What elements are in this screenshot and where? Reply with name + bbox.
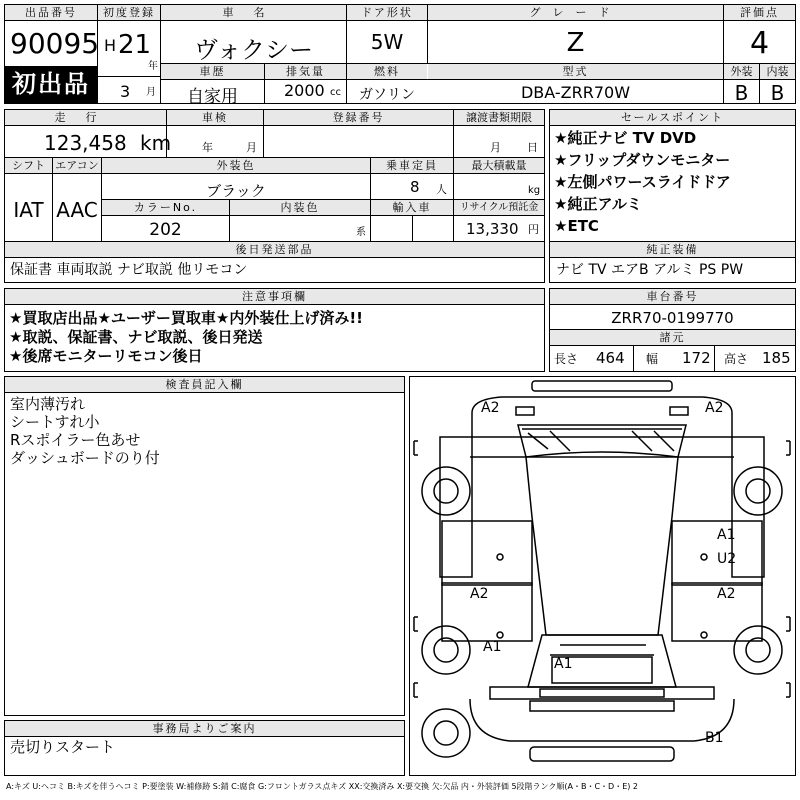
width-value: 172	[682, 349, 711, 367]
interior-score: B	[770, 81, 785, 105]
inspector-line-2: シートすれ小	[10, 413, 100, 431]
capacity-value: 8	[410, 178, 420, 196]
grade-value: Z	[566, 28, 585, 58]
shift-value: IAT	[13, 198, 44, 222]
import-label: 輸入車	[371, 200, 453, 216]
transfer-month-unit: 月	[490, 141, 501, 154]
max-load-label: 最大積載量	[454, 158, 544, 174]
mark-left-quarter: A2	[470, 586, 489, 602]
legend-text: A:キズ U:ヘコミ B:キズを伴うヘコミ P:要塗装 W:補修跡 S:錆 C:腐食 G:フロントガラス点キズ XX:交換済み X:要交換 欠:欠品 内・外装評価 5段階ランク順(A・B・C・D・E) 2	[6, 782, 639, 791]
chassis-number: ZRR70-0199770	[611, 309, 734, 327]
office-text: 売切りスタート	[10, 738, 116, 756]
interior-score-label: 内装	[760, 64, 795, 80]
mark-left-rear: A1	[483, 639, 502, 655]
grade-label: グレード	[428, 5, 723, 21]
model-value: DBA-ZRR70W	[520, 83, 631, 102]
exterior-score: B	[734, 81, 749, 105]
ext-color-value: ブラック	[206, 182, 266, 200]
mileage-unit: km	[140, 131, 172, 155]
fuel-label: 燃料	[347, 64, 427, 80]
notes-label: 注意事項欄	[5, 289, 544, 305]
selling-point-2: ★フリップダウンモニター	[554, 151, 731, 169]
chassis-label: 車台番号	[550, 289, 795, 305]
dimensions-label: 諸元	[550, 330, 795, 346]
door-label: ドア形状	[347, 5, 427, 21]
fuel-value: ガソリン	[359, 87, 415, 103]
reg-year-unit: 年	[148, 61, 158, 72]
selling-point-5: ★ETC	[554, 217, 599, 235]
displacement-label: 排気量	[265, 64, 346, 80]
inspection-label: 車検	[167, 110, 263, 126]
car-diagram	[410, 377, 795, 775]
selling-point-4: ★純正アルミ	[554, 195, 642, 213]
exterior-score-label: 外装	[724, 64, 759, 80]
max-load-unit: kg	[528, 185, 541, 196]
inspection-year-unit: 年	[202, 141, 213, 154]
car-name-label: 車名	[161, 5, 346, 21]
transfer-day-unit: 日	[527, 141, 538, 154]
car-name: ヴォクシー	[193, 36, 314, 64]
recycle-unit: 円	[528, 223, 539, 236]
width-label: 幅	[646, 352, 659, 366]
inspector-line-4: ダッシュボードのり付	[10, 449, 160, 467]
model-label: 型式	[428, 64, 723, 80]
selling-points-label: セールスポイント	[550, 110, 795, 126]
color-no-value: 202	[149, 220, 182, 240]
height-label: 高さ	[724, 352, 749, 366]
color-no-label: カラーNo.	[102, 200, 229, 216]
mark-right-door-lower: U2	[717, 551, 737, 567]
capacity-unit: 人	[436, 183, 447, 196]
capacity-label: 乗車定員	[371, 158, 453, 174]
mileage-value: 123,458	[44, 131, 127, 155]
inspector-line-3: Rスポイラー色あせ	[10, 431, 141, 449]
inspector-line-1: 室内薄汚れ	[10, 395, 86, 413]
note-line-2: ★取説、保証書、ナビ取説、後日発送	[9, 328, 263, 346]
mark-right-door-upper: A1	[717, 527, 736, 543]
mileage-label: 走行	[5, 110, 166, 126]
int-color-label: 内装色	[230, 200, 370, 216]
int-color-unit: 系	[356, 227, 366, 238]
length-label: 長さ	[554, 352, 579, 366]
door-type: 5W	[370, 30, 404, 54]
transfer-label: 譲渡書類期限	[454, 110, 544, 126]
note-line-1: ★買取店出品★ユーザー買取車★内外装仕上げ済み!!	[9, 309, 364, 327]
displacement-value: 2000	[284, 81, 325, 100]
reg-year: 21	[118, 30, 152, 60]
height-value: 185	[762, 349, 791, 367]
mark-front-right: A2	[705, 400, 724, 416]
displacement-unit: cc	[330, 87, 341, 98]
ac-label: エアコン	[53, 158, 101, 174]
score-value: 4	[749, 26, 770, 61]
history-value: 自家用	[187, 87, 238, 107]
mark-right-quarter: A2	[717, 586, 736, 602]
shift-label: シフト	[5, 158, 52, 174]
equipment-text: ナビ TV エアB アルミ PS PW	[556, 262, 744, 278]
reg-month: 3	[120, 82, 131, 101]
inspection-month-unit: 月	[246, 141, 257, 154]
inspector-label: 検査員記入欄	[5, 377, 404, 393]
length-value: 464	[596, 349, 625, 367]
first-listing-badge: 初出品	[5, 66, 97, 103]
history-label: 車歴	[161, 64, 264, 80]
equipment-label: 純正装備	[550, 242, 795, 258]
lot-label: 出品番号	[5, 5, 97, 21]
lot-number: 90095	[10, 27, 100, 60]
score-label: 評価点	[724, 5, 795, 21]
first-reg-label: 初度登録	[98, 5, 160, 21]
ac-value: AAC	[56, 198, 98, 222]
era: H	[104, 36, 117, 55]
mark-front-left: A2	[481, 400, 500, 416]
ext-color-label: 外装色	[102, 158, 370, 174]
office-label: 事務局よりご案内	[5, 721, 404, 737]
recycle-label: リサイクル預託金	[454, 200, 544, 216]
later-parts-text: 保証書 車両取説 ナビ取説 他リモコン	[10, 262, 248, 278]
plate-label: 登録番号	[264, 110, 453, 126]
note-line-3: ★後席モニターリモコン後日	[9, 347, 203, 365]
later-parts-label: 後日発送部品	[5, 242, 544, 258]
selling-point-3: ★左側パワースライドドア	[554, 173, 731, 191]
reg-month-unit: 月	[146, 87, 156, 98]
recycle-value: 13,330	[466, 220, 519, 238]
mark-roof-rear: A1	[554, 656, 573, 672]
selling-point-1: ★純正ナビ TV DVD	[554, 129, 697, 147]
mark-rear-bumper: B1	[705, 730, 724, 746]
